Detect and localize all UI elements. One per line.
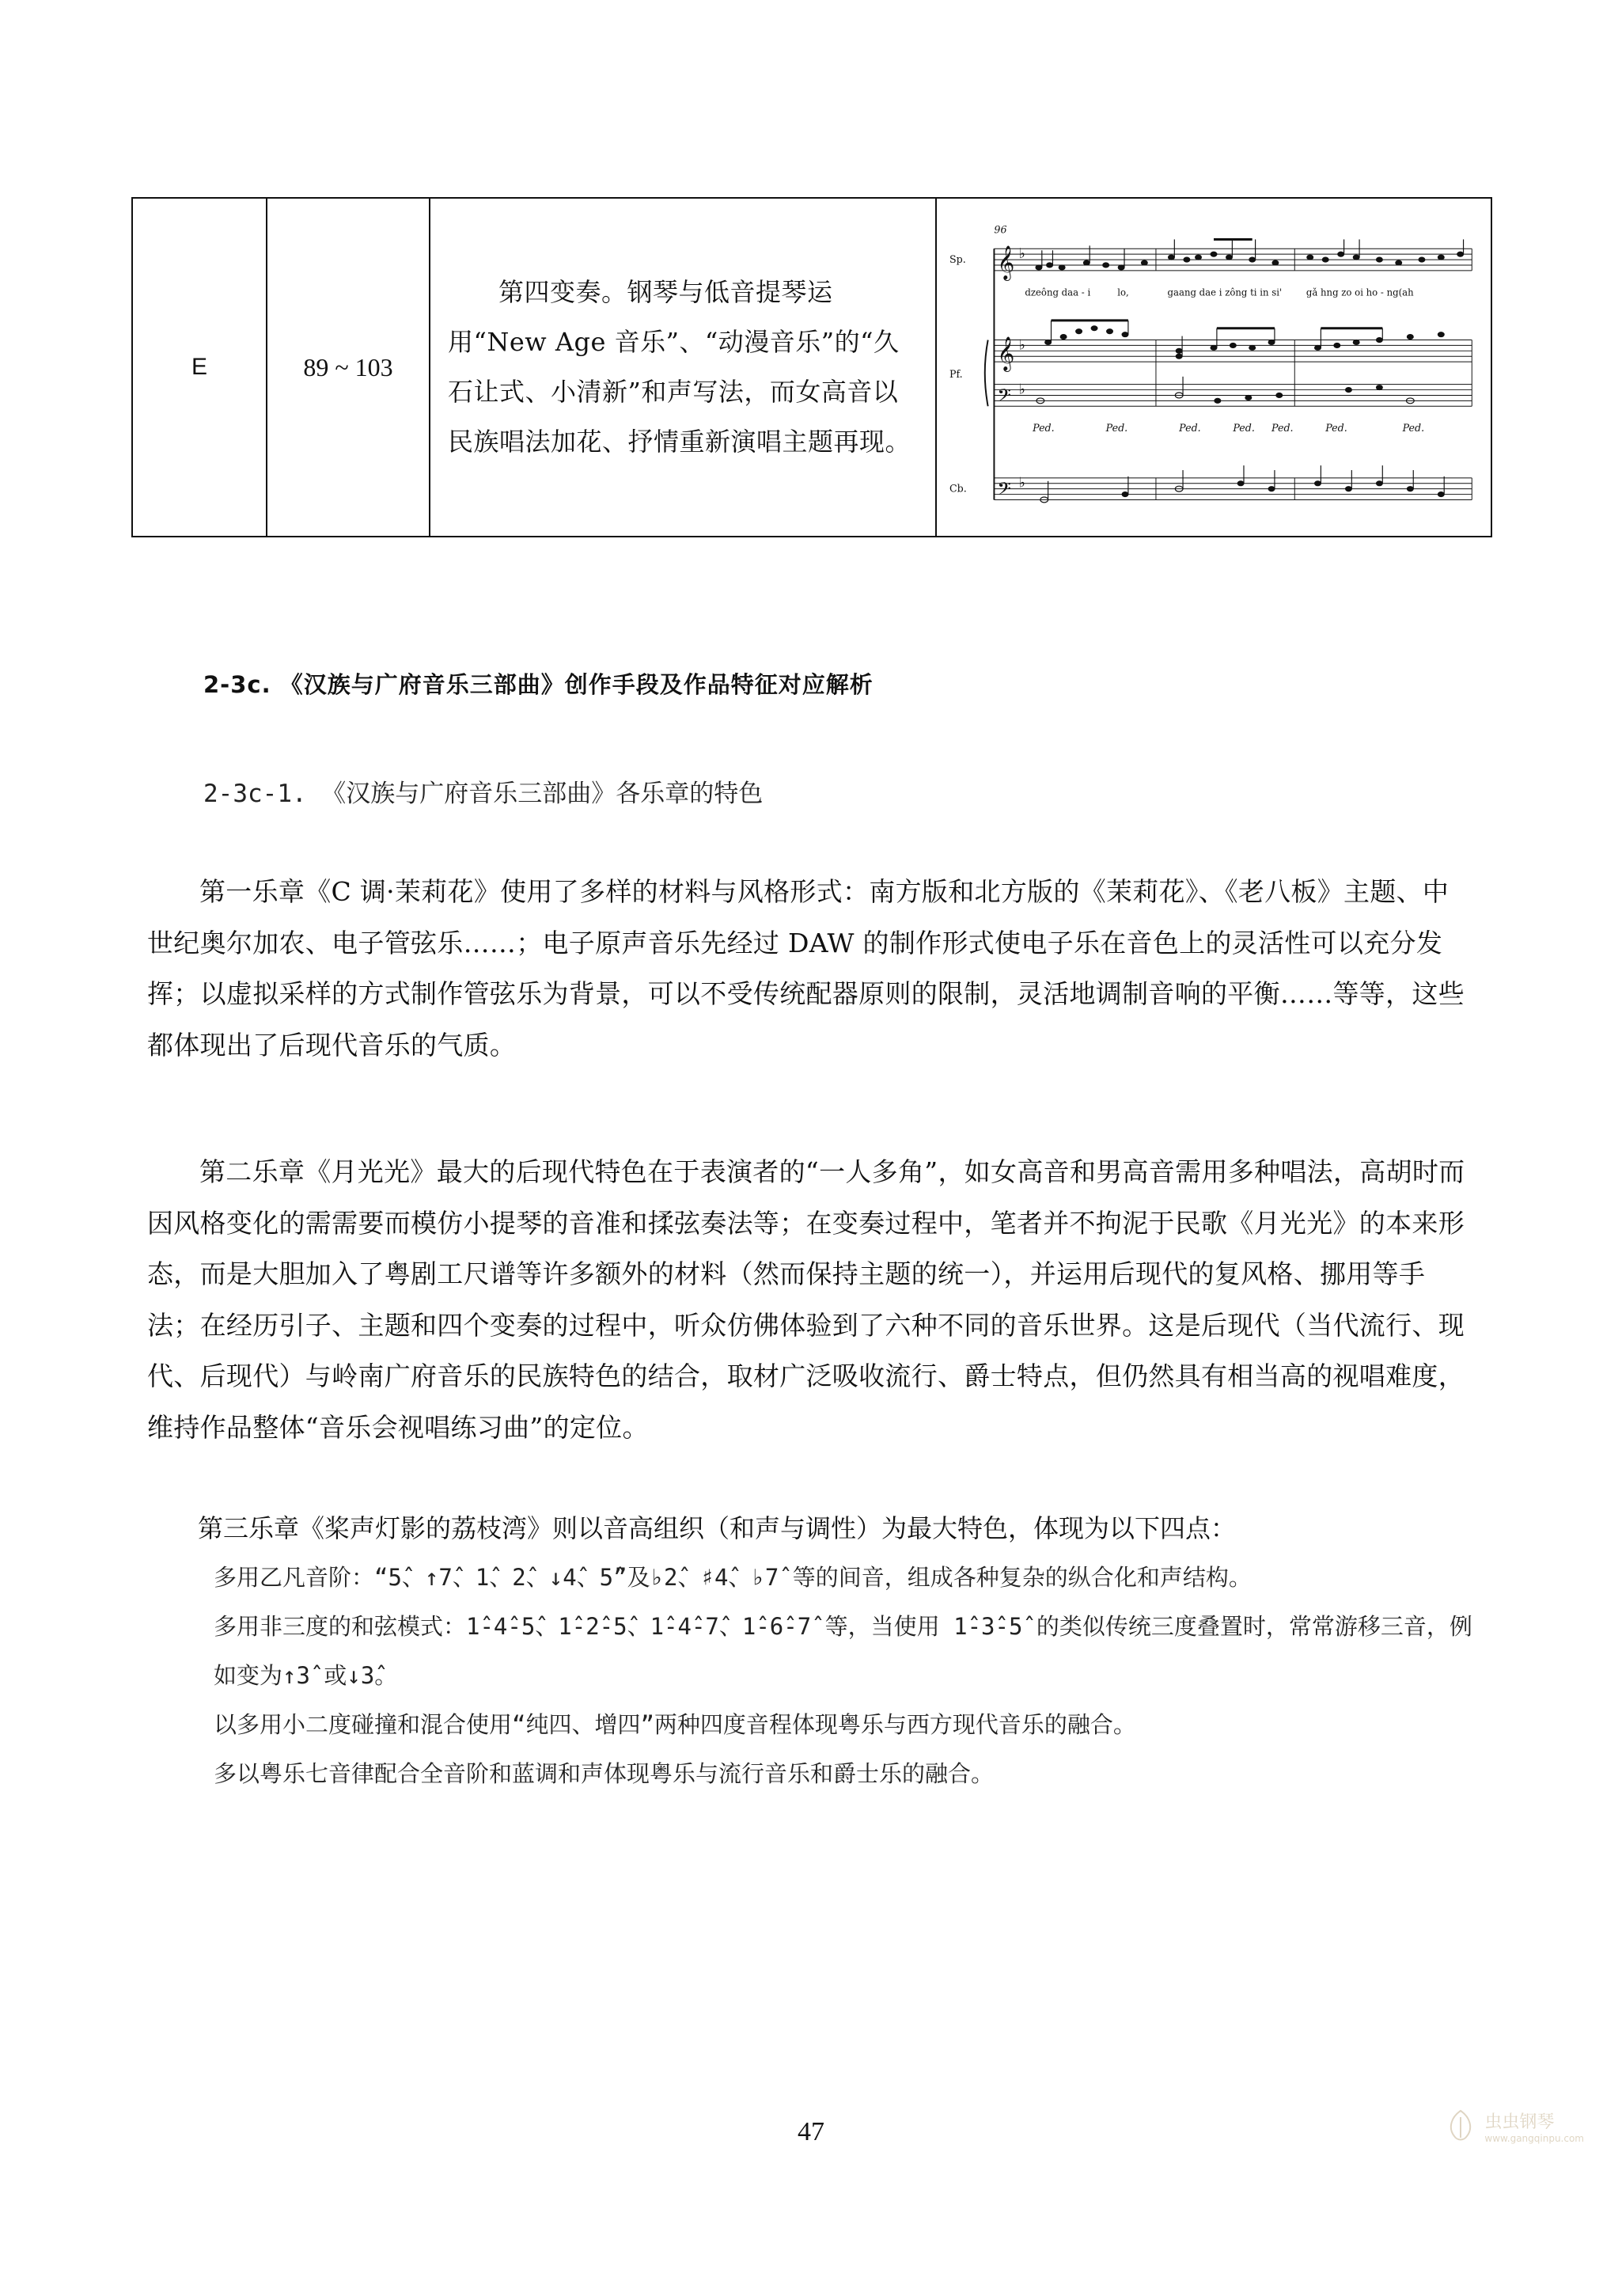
bars-range: 89 ~ 103 [303, 352, 393, 381]
page-number: 47 [798, 2117, 824, 2146]
lyric: gǎ hng zo oi ho - ng(ah [1306, 287, 1414, 298]
section-heading: 2-3c. 《汉族与广府音乐三部曲》创作手段及作品特征对应解析 [203, 671, 874, 698]
piano-bass-staff [994, 385, 1472, 407]
list-item: 多用乙凡音阶：“5̂、↑7̂、1̂、2̂、↓4̂、5̂”及♭2̂、♯4̂、♭7̂ 等的间音，组成各种复杂的纵合化和声结构。 [214, 1564, 1252, 1591]
watermark-text: 虫虫钢琴 [1484, 2112, 1555, 2132]
paragraph-movement-2: 第二乐章《月光光》最大的后现代特色在于表演者的“一人多角”，如女高音和男高音需用多种唱法，高胡时而因风格变化的需需要而模仿小提琴的音准和揉弦奏法等；在变奏过程中，笔者并不拘泥于民歌《月光光》的本来形态，而是大胆加入了粤剧工尺谱等许多额外的材料（然而保持主题的统一），并运用后现代的复风格、挪用等手法；在经历引子、主题和四个变奏的过程中，听众仿佛体验到了六种不同的音乐世界。这是后现代（当代流行、现代、后现代）与岭南广府音乐的民族特色的结合，取材广泛吸收流行、爵士特点，但仍然具有相当高的视唱难度，维持作品整体“音乐会视唱练习曲”的定位。 [147, 1156, 1465, 1443]
instrument-label-cb: Cb. [949, 483, 967, 495]
watermark-url: www.gangqinpu.com [1484, 2133, 1584, 2144]
score-excerpt-cell [937, 199, 1491, 536]
lyric: gaang dae i zông ti in si' [1167, 287, 1283, 298]
list-item: 以多用小二度碰撞和混合使用“纯四、增四”两种四度音程体现粤乐与西方现代音乐的融合。 [214, 1711, 1136, 1738]
sub-heading: 2-3c-1. 《汉族与广府音乐三部曲》各乐章的特色 [203, 780, 764, 808]
pedal-mark: Ped. [1033, 422, 1055, 435]
pedal-mark: Ped. [1179, 422, 1201, 435]
flat-icon: ♭ [1018, 475, 1025, 491]
pedal-mark: Ped. [1325, 422, 1347, 435]
paragraph-movement-1: 第一乐章《C 调·茉莉花》使用了多样的材料与风格形式：南方版和北方版的《茉莉花》、《老八板》主题、中世纪奥尔加农、电子管弦乐……；电子原声音乐先经过 DAW 的制作形式使电子乐在音色上的灵活性可以充分发挥；以虚拟采样的方式制作管弦乐为背景，可以不受传统配器原则的限制，灵活地调制音响的平衡……等等，这些都体现出了后现代音乐的气质。 [147, 876, 1465, 1061]
measure-number: 96 [994, 224, 1007, 237]
paragraph-movement-3 [147, 1504, 1476, 1798]
treble-clef-icon: 𝄞 [997, 335, 1015, 371]
lyric: dzeông daa - i [1025, 287, 1091, 298]
treble-clef-icon: 𝄞 [997, 244, 1015, 279]
bass-clef-icon: 𝄢 [997, 385, 1011, 411]
bass-staff [994, 475, 1472, 500]
bass-notes [1040, 465, 1444, 503]
flat-icon: ♭ [1018, 246, 1025, 263]
instrument-label-sp: Sp. [949, 253, 966, 267]
list-item: 多以粤乐七音律配合全音阶和蓝调和声体现粤乐与流行音乐和爵士乐的融合。 [214, 1760, 995, 1787]
pedal-mark: Ped. [1233, 422, 1255, 435]
form-analysis-table [131, 197, 1492, 537]
lyric: lo, [1117, 287, 1129, 298]
pedal-mark: Ped. [1402, 422, 1425, 435]
watermark-logo-icon [1445, 2109, 1476, 2144]
soprano-staff [994, 249, 1472, 271]
pedal-mark: Ped. [1105, 422, 1128, 435]
list-item: 多用非三度的和弦模式：1̂-4̂-5̂、1̂-2̂-5̂、1̂-4̂-7̂、1̂-6̂-7̂ 等，当使用 1̂-3̂-5̂ 的类似传统三度叠置时，常常游移三音，例如变为↑3̂ 或↓3̂。 [214, 1613, 1472, 1689]
section-label: E [191, 354, 207, 380]
bass-clef-icon: 𝄢 [997, 479, 1011, 504]
section-cell [133, 199, 267, 536]
score-excerpt [948, 211, 1480, 523]
flat-icon: ♭ [1018, 381, 1025, 398]
flat-icon: ♭ [1018, 337, 1025, 354]
bars-cell [267, 199, 430, 536]
description-cell [430, 199, 937, 536]
variation-description: 第四变奏。钢琴与低音提琴运用“New Age 音乐”、“动漫音乐”的“久石让式、小清新”和声写法，而女高音以民族唱法加花、抒情重新演唱主题再现。 [448, 277, 911, 457]
pedal-mark: Ped. [1271, 422, 1294, 435]
paragraph-lead: 第三乐章《桨声灯影的荔枝湾》则以音高组织（和声与调性）为最大特色，体现为以下四点： [198, 1513, 1237, 1543]
instrument-label-pf: Pf. [949, 368, 963, 381]
watermark [1445, 2108, 1584, 2144]
